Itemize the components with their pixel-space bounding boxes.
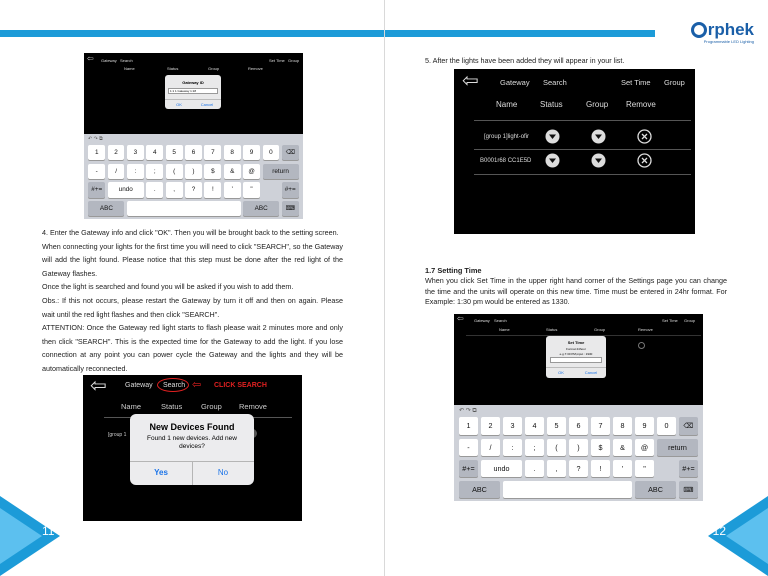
col-name: Name [499, 327, 510, 332]
row-divider [474, 120, 691, 121]
key[interactable]: 6 [185, 145, 202, 160]
dialog-ok-button[interactable]: OK [176, 102, 182, 107]
dialog-cancel-button[interactable]: Cancel [200, 102, 214, 107]
remove-icon[interactable] [638, 342, 645, 349]
delete-key[interactable]: ⌫ [679, 417, 698, 434]
nav-group[interactable]: Group [684, 318, 696, 323]
key[interactable]: & [613, 439, 632, 456]
col-status: Status [161, 402, 183, 411]
status-dropdown-icon[interactable] [545, 129, 560, 144]
key[interactable]: ( [166, 164, 183, 179]
time-input[interactable] [550, 357, 602, 363]
col-remove: Remove [638, 327, 653, 332]
key[interactable]: " [243, 182, 260, 197]
space-key[interactable] [127, 201, 240, 216]
row-divider [474, 174, 691, 175]
section-title: 1.7 Setting Time [425, 266, 482, 275]
keyboard-toolbar-icons: ↶ ↷ ⧉ [88, 136, 103, 142]
top-band [0, 30, 384, 37]
on-screen-keyboard [84, 134, 303, 219]
dialog-divider [546, 367, 606, 368]
nav-search[interactable]: Search [163, 382, 186, 389]
abc-key[interactable]: ABC [243, 201, 279, 216]
undo-key[interactable]: undo [108, 182, 144, 197]
step-5-text: 5. After the lights have been added they will appear in your list. [425, 56, 625, 65]
key[interactable]: / [481, 439, 500, 456]
group-dropdown-icon[interactable] [591, 129, 606, 144]
device-row[interactable] [454, 127, 695, 149]
device-name: [group 1]light-ofir [484, 134, 530, 140]
key[interactable]: $ [591, 439, 610, 456]
abc-key[interactable]: ABC [635, 481, 676, 498]
key[interactable]: 9 [635, 417, 654, 434]
click-search-annotation: CLICK SEARCH [214, 382, 267, 389]
key[interactable]: ) [569, 439, 588, 456]
key[interactable]: ! [204, 182, 221, 197]
no-button[interactable]: No [217, 468, 229, 477]
dialog-divider [165, 99, 221, 100]
nav-search[interactable]: Search [543, 78, 567, 87]
dialog-ok-button[interactable]: OK [558, 370, 564, 375]
nav-gateway[interactable]: Gateway [125, 382, 153, 389]
key[interactable]: 7 [591, 417, 610, 434]
row-divider [474, 149, 691, 150]
space-key[interactable] [503, 481, 632, 498]
return-key[interactable]: return [263, 164, 299, 179]
gateway-id-dialog [165, 75, 221, 109]
logo-text: rphek [707, 20, 754, 39]
back-arrow-icon[interactable]: ⇦ [457, 314, 464, 323]
paragraph-found: Once the light is searched and found you will be asked if you wish to add them. [42, 282, 294, 292]
back-arrow-icon[interactable]: ⇦ [462, 70, 479, 92]
abc-key[interactable]: ABC [459, 481, 500, 498]
key[interactable]: 3 [127, 145, 144, 160]
nav-group[interactable]: Group [664, 78, 685, 87]
gateway-id-input[interactable]: 1:1 1 Gateway 1:18 [168, 88, 218, 94]
key[interactable]: 0 [657, 417, 676, 434]
col-name: Name [121, 402, 142, 411]
col-name: Name [124, 66, 135, 71]
logo-tagline: Programmable LED Lighting [703, 39, 754, 44]
set-time-dialog [546, 336, 606, 378]
key[interactable]: ? [185, 182, 202, 197]
key[interactable]: 9 [243, 145, 260, 160]
key[interactable]: : [127, 164, 144, 179]
col-status: Status [540, 100, 563, 109]
key[interactable]: 4 [146, 145, 163, 160]
row-name: [group 1 [108, 432, 127, 438]
nav-set-time[interactable]: Set Time [269, 58, 285, 63]
key[interactable]: @ [243, 164, 260, 179]
device-row[interactable] [454, 151, 695, 173]
nav-search[interactable]: Search [494, 318, 507, 323]
key[interactable]: , [166, 182, 183, 197]
remove-icon[interactable] [637, 153, 652, 168]
keyboard-toolbar-icons: ↶ ↷ ⧉ [459, 408, 477, 414]
key[interactable]: . [525, 460, 544, 477]
key[interactable]: " [635, 460, 654, 477]
right-page [385, 0, 768, 576]
key[interactable]: ! [591, 460, 610, 477]
key[interactable]: ; [146, 164, 163, 179]
dialog-message-format: Format 24hour [566, 347, 586, 351]
key[interactable]: 4 [525, 417, 544, 434]
key[interactable]: / [108, 164, 125, 179]
shift-key[interactable]: #+= [679, 460, 698, 477]
key[interactable]: 7 [204, 145, 221, 160]
key[interactable]: & [224, 164, 241, 179]
shift-key[interactable]: #+= [459, 460, 478, 477]
new-devices-screenshot [83, 375, 302, 521]
section-text: When you click Set Time in the upper right hand corner of the Settings page you can change the time and the units will operate on this new time. Time must be entered in 24hr format. For Example: 1:30 pm would be entered as 1330. [425, 276, 727, 307]
dialog-title: Gateway ID [182, 80, 204, 85]
paragraph-obs: Obs.: If this not occurs, please restart the Gateway by turn it off and then on again. Please wait until the red light flashes and then click "SEARCH". [42, 295, 343, 319]
nav-set-time[interactable]: Set Time [621, 78, 651, 87]
key[interactable]: $ [204, 164, 221, 179]
col-group: Group [201, 402, 222, 411]
device-list-screenshot [454, 69, 695, 234]
key[interactable]: ( [547, 439, 566, 456]
logo-ring-icon [691, 22, 707, 38]
hide-keyboard-key[interactable]: ⌨ [679, 481, 698, 498]
key[interactable]: 2 [108, 145, 125, 160]
col-group: Group [594, 327, 606, 332]
nav-search[interactable]: Search [120, 58, 133, 63]
hide-keyboard-key[interactable]: ⌨ [282, 201, 299, 216]
remove-icon[interactable] [637, 129, 652, 144]
key[interactable]: 1 [459, 417, 478, 434]
dialog-title: Set Time [567, 340, 585, 345]
key[interactable]: ' [224, 182, 241, 197]
back-arrow-icon[interactable]: ⇦ [90, 375, 107, 397]
orphek-logo [691, 20, 754, 40]
col-name: Name [496, 100, 518, 109]
key[interactable]: ' [613, 460, 632, 477]
key[interactable]: 3 [503, 417, 522, 434]
key[interactable]: . [146, 182, 163, 197]
paragraph-attention: ATTENTION: Once the Gateway red light starts to flash please wait 2 minutes more and only then click "SEARCH". This is the expected time for the Gateway to add the light. If you lose connection at any point you can power cycle the Gateway and the lights and they will be automatically reconnected. [42, 323, 343, 373]
key[interactable]: : [503, 439, 522, 456]
delete-key[interactable]: ⌫ [282, 145, 299, 160]
col-remove: Remove [248, 66, 263, 71]
dialog-title: New Devices Found [149, 422, 235, 432]
col-remove: Remove [239, 402, 267, 411]
key[interactable]: 2 [481, 417, 500, 434]
dialog-message-example: e.g.7:30 PM,input : 1930 [559, 352, 593, 356]
return-key[interactable]: return [657, 439, 698, 456]
nav-gateway[interactable]: Gateway [474, 318, 490, 323]
col-group: Group [586, 100, 609, 109]
dialog-cancel-button[interactable]: Cancel [584, 370, 598, 375]
paragraph-step-4: 4. Enter the Gateway info and click "OK". Then you will be brought back to the setting screen. [42, 228, 339, 237]
back-arrow-icon[interactable]: ⇦ [87, 54, 94, 63]
key[interactable]: ; [525, 439, 544, 456]
red-arrow-icon: ⇦ [192, 379, 202, 391]
nav-group[interactable]: Group [288, 58, 300, 63]
undo-key[interactable]: undo [481, 460, 522, 477]
gateway-dialog-screenshot [84, 53, 303, 219]
nav-set-time[interactable]: Set Time [662, 318, 678, 323]
on-screen-keyboard [454, 405, 703, 501]
key[interactable]: 5 [547, 417, 566, 434]
nav-bar [454, 315, 703, 325]
key[interactable]: ) [185, 164, 202, 179]
key[interactable]: - [459, 439, 478, 456]
new-devices-dialog [130, 414, 254, 485]
shift-key[interactable]: #+= [282, 182, 299, 197]
yes-button[interactable]: Yes [154, 468, 168, 477]
instructions-text [42, 226, 343, 376]
key[interactable]: ? [569, 460, 588, 477]
key[interactable]: , [547, 460, 566, 477]
dialog-message: Found 1 new devices. Add new devices? [147, 435, 237, 450]
key[interactable]: 6 [569, 417, 588, 434]
col-status: Status [167, 66, 179, 71]
key[interactable]: 8 [224, 145, 241, 160]
col-status: Status [546, 327, 558, 332]
nav-bar [84, 55, 303, 65]
key[interactable]: 1 [88, 145, 105, 160]
paragraph-search: When connecting your lights for the first time you will need to click "SEARCH", so the Gateway will add the light found. Please notice that this step must be done after the red light of the Gateway flashes. [42, 241, 343, 278]
page-number: 12 [712, 524, 726, 538]
group-dropdown-icon[interactable] [591, 153, 606, 168]
top-band [385, 30, 655, 37]
set-time-screenshot [454, 314, 703, 501]
key[interactable]: 8 [613, 417, 632, 434]
page-number: 11 [42, 524, 55, 538]
device-name: B0001r68 CC1E5D [480, 158, 532, 164]
col-group: Group [208, 66, 220, 71]
status-dropdown-icon[interactable] [545, 153, 560, 168]
key[interactable]: 5 [166, 145, 183, 160]
key[interactable]: - [88, 164, 105, 179]
key[interactable]: 0 [263, 145, 280, 160]
shift-key[interactable]: #+= [88, 182, 105, 197]
nav-gateway[interactable]: Gateway [101, 58, 117, 63]
col-remove: Remove [626, 100, 656, 109]
key[interactable]: @ [635, 439, 654, 456]
abc-key[interactable]: ABC [88, 201, 124, 216]
nav-gateway[interactable]: Gateway [500, 78, 530, 87]
